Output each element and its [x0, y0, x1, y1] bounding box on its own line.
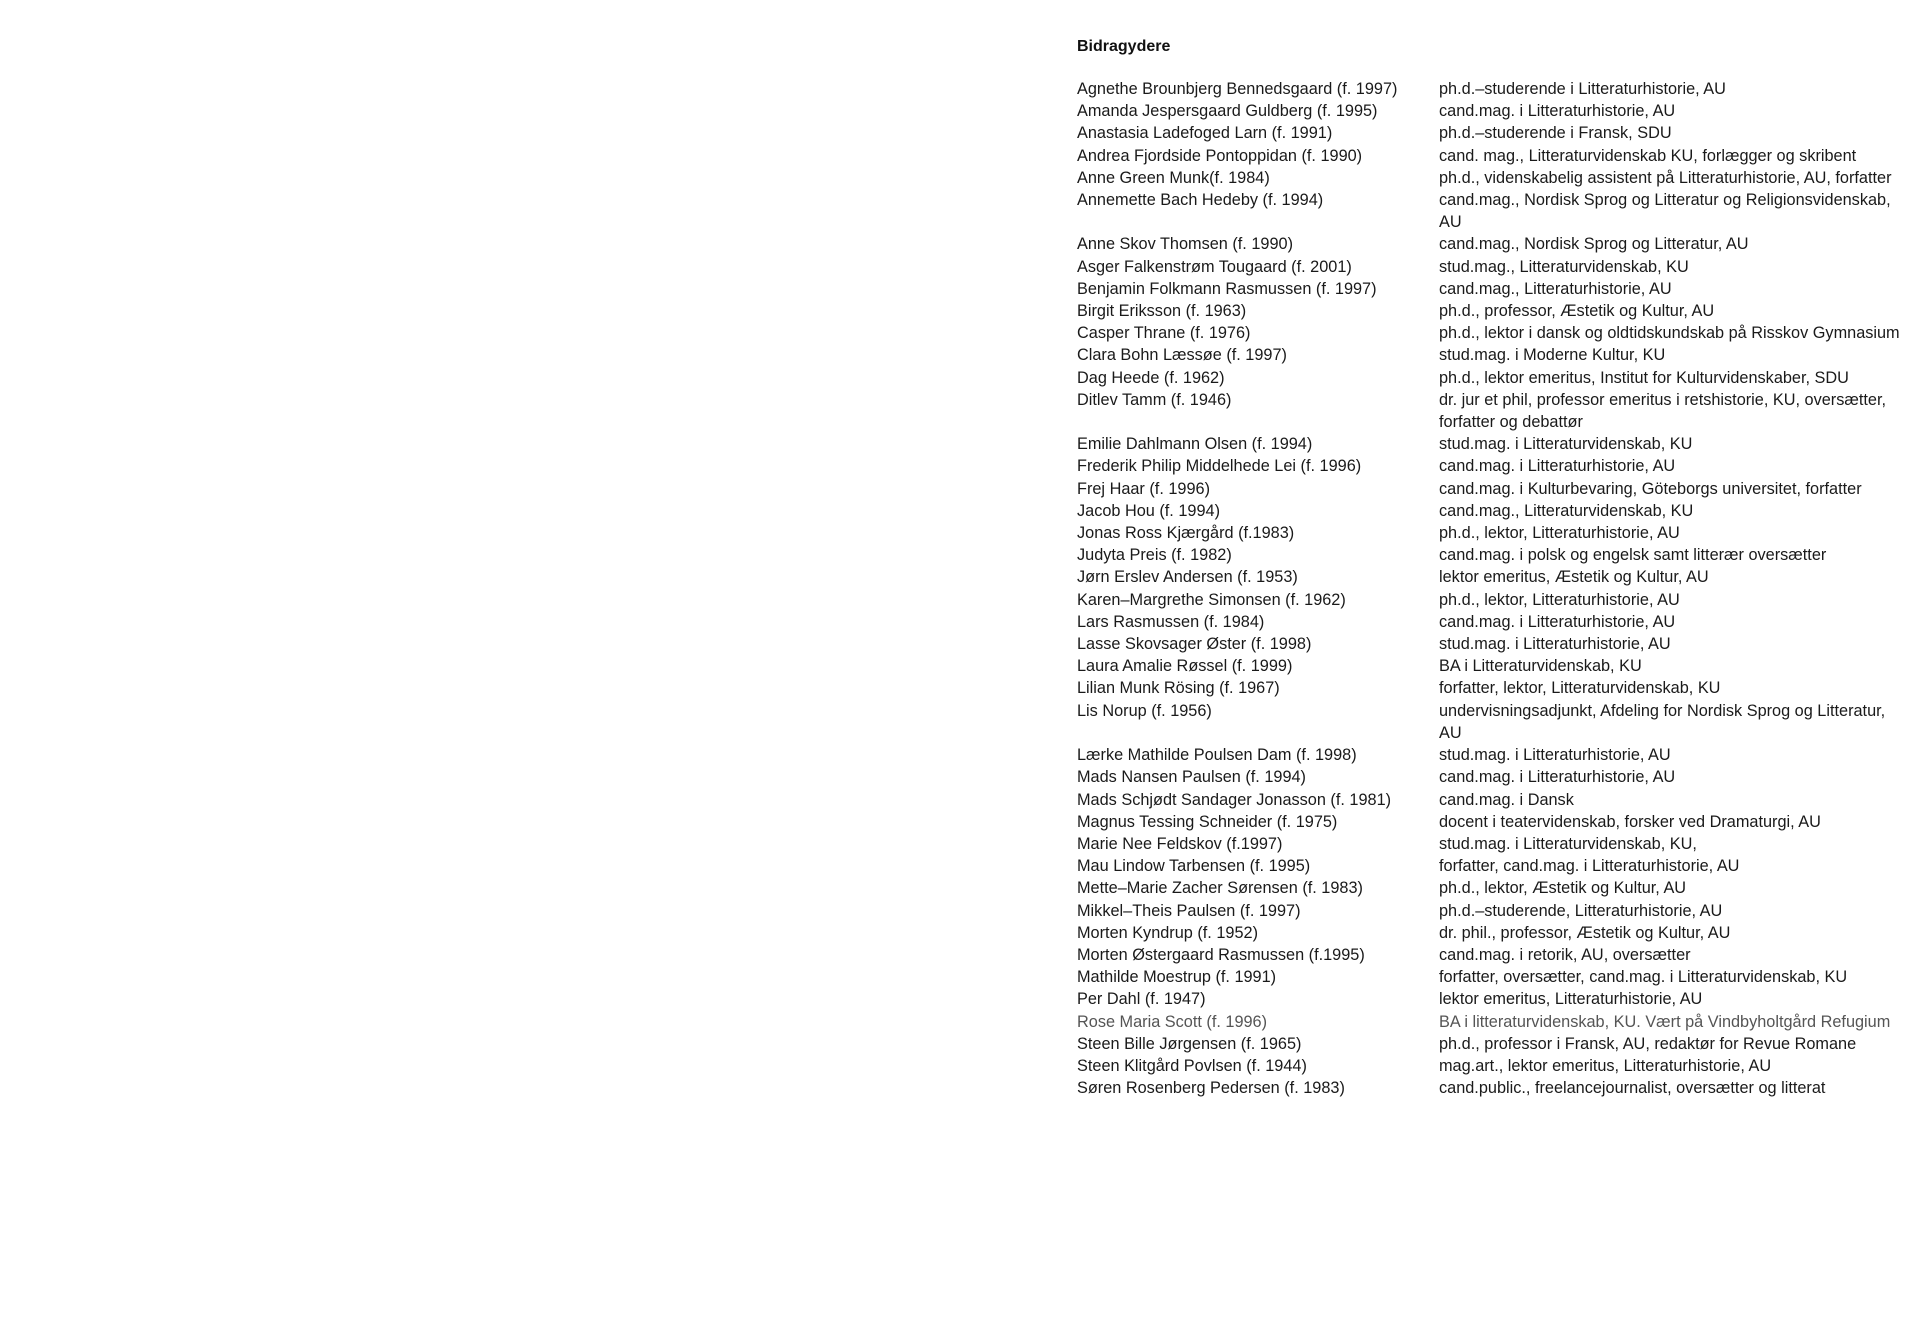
contributor-name: Andrea Fjordside Pontoppidan (f. 1990) — [1077, 146, 1363, 165]
contributor-row — [1077, 811, 1907, 833]
contributor-description: cand.mag., Litteraturvidenskab, KU — [1439, 501, 1694, 520]
contributor-row — [1077, 500, 1907, 522]
contributor-name: Magnus Tessing Schneider (f. 1975) — [1077, 812, 1338, 831]
contributor-description: dr. jur et phil, professor emeritus i retshistorie, KU, oversætter, forfatter og debattør — [1439, 390, 1886, 432]
contributor-name: Mette–Marie Zacher Sørensen (f. 1983) — [1077, 879, 1363, 898]
contributor-description: BA i litteraturvidenskab, KU. Vært på Vindbyholtgård Refugium — [1439, 1012, 1891, 1031]
contributor-description: ph.d., lektor, Litteraturhistorie, AU — [1439, 524, 1680, 543]
contributor-name: Jonas Ross Kjærgård (f.1983) — [1077, 524, 1295, 543]
contributor-description: forfatter, cand.mag. i Litteraturhistorie, AU — [1439, 857, 1740, 876]
contributor-description: ph.d., professor, Æstetik og Kultur, AU — [1439, 302, 1715, 321]
contributor-row — [1077, 611, 1907, 633]
contributor-row — [1077, 900, 1907, 922]
contributor-name: Lærke Mathilde Poulsen Dam (f. 1998) — [1077, 746, 1357, 765]
contributor-description: cand.mag., Nordisk Sprog og Litteratur, AU — [1439, 235, 1749, 254]
contributor-description: ph.d.–studerende, Litteraturhistorie, AU — [1439, 901, 1723, 920]
contributor-name: Mathilde Moestrup (f. 1991) — [1077, 968, 1277, 987]
contributor-row — [1077, 278, 1907, 300]
contributor-description: ph.d., videnskabelig assistent på Litteraturhistorie, AU, forfatter — [1439, 168, 1892, 187]
contributor-name: Mikkel–Theis Paulsen (f. 1997) — [1077, 901, 1301, 920]
contributor-row — [1077, 966, 1907, 988]
contributor-name: Dag Heede (f. 1962) — [1077, 368, 1225, 387]
contributor-row — [1077, 589, 1907, 611]
contributor-row — [1077, 322, 1907, 344]
contributor-name: Frej Haar (f. 1996) — [1077, 479, 1211, 498]
contributor-row — [1077, 367, 1907, 389]
contributor-description: cand.mag. i Litteraturhistorie, AU — [1439, 768, 1676, 787]
contributor-row — [1077, 944, 1907, 966]
contributor-name: Rose Maria Scott (f. 1996) — [1077, 1012, 1268, 1031]
contributor-row — [1077, 300, 1907, 322]
contributor-row — [1077, 744, 1907, 766]
contributor-description: docent i teatervidenskab, forsker ved Dramaturgi, AU — [1439, 812, 1821, 831]
contributor-description: cand.mag., Nordisk Sprog og Litteratur og Religionsvidenskab, AU — [1439, 191, 1891, 232]
contributor-description: undervisningsadjunkt, Afdeling for Nordisk Sprog og Litteratur, AU — [1439, 701, 1886, 742]
contributor-name: Marie Nee Feldskov (f.1997) — [1077, 834, 1283, 853]
contributor-description: ph.d., professor i Fransk, AU, redaktør for Revue Romane — [1439, 1034, 1857, 1053]
contributor-description: cand.mag. i retorik, AU, oversætter — [1439, 945, 1691, 964]
contributor-name: Casper Thrane (f. 1976) — [1077, 324, 1251, 343]
contributor-description: cand.mag. i Litteraturhistorie, AU — [1439, 102, 1676, 121]
contributor-name: Laura Amalie Røssel (f. 1999) — [1077, 657, 1293, 676]
contributor-name: Amanda Jespersgaard Guldberg (f. 1995) — [1077, 102, 1378, 121]
contributor-row — [1077, 455, 1907, 477]
contributor-name: Benjamin Folkmann Rasmussen (f. 1997) — [1077, 279, 1377, 298]
contributor-name: Asger Falkenstrøm Tougaard (f. 2001) — [1077, 257, 1352, 276]
contributor-description: cand.mag. i Litteraturhistorie, AU — [1439, 612, 1676, 631]
contributor-description: lektor emeritus, Litteraturhistorie, AU — [1439, 990, 1703, 1009]
contributor-name: Frederik Philip Middelhede Lei (f. 1996) — [1077, 457, 1362, 476]
contributor-row — [1077, 167, 1907, 189]
contributor-name: Lilian Munk Rösing (f. 1967) — [1077, 679, 1280, 698]
contributor-name: Per Dahl (f. 1947) — [1077, 990, 1206, 1009]
contributor-description: stud.mag., Litteraturvidenskab, KU — [1439, 257, 1689, 276]
contributor-description: ph.d., lektor, Litteraturhistorie, AU — [1439, 590, 1680, 609]
contributor-description: stud.mag. i Litteraturhistorie, AU — [1439, 746, 1671, 765]
contributor-description: lektor emeritus, Æstetik og Kultur, AU — [1439, 568, 1709, 587]
contributor-name: Jørn Erslev Andersen (f. 1953) — [1077, 568, 1298, 587]
contributor-description: ph.d., lektor i dansk og oldtidskundskab på Risskov Gymnasium — [1439, 324, 1900, 343]
contributor-name: Anastasia Ladefoged Larn (f. 1991) — [1077, 124, 1333, 143]
contributor-name: Steen Klitgård Povlsen (f. 1944) — [1077, 1056, 1307, 1075]
contributor-row — [1077, 1033, 1907, 1055]
page-title: Bidragydere — [1077, 38, 1171, 55]
contributor-name: Mads Schjødt Sandager Jonasson (f. 1981) — [1077, 790, 1392, 809]
contributor-description: forfatter, lektor, Litteraturvidenskab, KU — [1439, 679, 1721, 698]
contributor-name: Jacob Hou (f. 1994) — [1077, 501, 1220, 520]
contributor-row — [1077, 766, 1907, 788]
contributor-row — [1077, 78, 1907, 100]
contributor-row — [1077, 833, 1907, 855]
contributor-row — [1077, 633, 1907, 655]
contributor-row — [1077, 677, 1907, 699]
contributor-row — [1077, 344, 1907, 366]
contributor-description: dr. phil., professor, Æstetik og Kultur, AU — [1439, 923, 1731, 942]
contributor-row — [1077, 189, 1907, 233]
contributor-name: Mau Lindow Tarbensen (f. 1995) — [1077, 857, 1311, 876]
contributor-name: Mads Nansen Paulsen (f. 1994) — [1077, 768, 1306, 787]
contributor-name: Morten Kyndrup (f. 1952) — [1077, 923, 1258, 942]
contributor-row — [1077, 922, 1907, 944]
contributor-row — [1077, 478, 1907, 500]
contributor-row — [1077, 855, 1907, 877]
contributor-description: cand.public., freelancejournalist, oversætter og litterat — [1439, 1079, 1826, 1098]
contributor-name: Morten Østergaard Rasmussen (f.1995) — [1077, 945, 1365, 964]
contributor-description: ph.d.–studerende i Fransk, SDU — [1439, 124, 1672, 143]
contributor-name: Annemette Bach Hedeby (f. 1994) — [1077, 191, 1324, 210]
contributor-row — [1077, 544, 1907, 566]
contributor-description: BA i Litteraturvidenskab, KU — [1439, 657, 1642, 676]
contributor-row — [1077, 789, 1907, 811]
contributor-description: cand.mag. i Kulturbevaring, Göteborgs universitet, forfatter — [1439, 479, 1862, 498]
contributor-name: Agnethe Brounbjerg Bennedsgaard (f. 1997) — [1077, 80, 1398, 98]
contributor-name: Lasse Skovsager Øster (f. 1998) — [1077, 635, 1312, 654]
contributor-row — [1077, 1055, 1907, 1077]
contributor-description: cand. mag., Litteraturvidenskab KU, forlægger og skribent — [1439, 146, 1857, 165]
contributor-row — [1077, 100, 1907, 122]
contributor-name: Birgit Eriksson (f. 1963) — [1077, 302, 1247, 321]
contributor-name: Anne Green Munk(f. 1984) — [1077, 168, 1270, 187]
contributor-description: cand.mag. i Dansk — [1439, 790, 1574, 809]
contributor-description: forfatter, oversætter, cand.mag. i Litteraturvidenskab, KU — [1439, 968, 1848, 987]
contributor-description: ph.d., lektor emeritus, Institut for Kulturvidenskaber, SDU — [1439, 368, 1849, 387]
contributor-row — [1077, 700, 1907, 744]
contributor-row — [1077, 1077, 1907, 1099]
contributor-row — [1077, 655, 1907, 677]
contributor-description: cand.mag. i polsk og engelsk samt litterær oversætter — [1439, 546, 1827, 565]
contributor-name: Clara Bohn Læssøe (f. 1997) — [1077, 346, 1287, 365]
contributor-name: Lars Rasmussen (f. 1984) — [1077, 612, 1265, 631]
contributor-name: Lis Norup (f. 1956) — [1077, 701, 1212, 720]
contributor-row — [1077, 122, 1907, 144]
contributor-description: stud.mag. i Litteraturvidenskab, KU — [1439, 435, 1693, 454]
contributor-description: stud.mag. i Litteraturvidenskab, KU, — [1439, 834, 1697, 853]
contributor-row — [1077, 988, 1907, 1010]
contributor-row — [1077, 433, 1907, 455]
contributor-name: Anne Skov Thomsen (f. 1990) — [1077, 235, 1293, 254]
contributor-name: Søren Rosenberg Pedersen (f. 1983) — [1077, 1079, 1345, 1098]
contributor-row — [1077, 522, 1907, 544]
contributor-row — [1077, 877, 1907, 899]
contributor-row — [1077, 233, 1907, 255]
contributor-name: Steen Bille Jørgensen (f. 1965) — [1077, 1034, 1302, 1053]
contributor-description: cand.mag., Litteraturhistorie, AU — [1439, 279, 1672, 298]
contributor-list — [1077, 78, 1907, 1099]
contributor-description: ph.d.–studerende i Litteraturhistorie, AU — [1439, 80, 1726, 98]
contributor-row — [1077, 1011, 1907, 1033]
contributors-page — [1077, 36, 1907, 1099]
contributor-description: cand.mag. i Litteraturhistorie, AU — [1439, 457, 1676, 476]
contributor-row — [1077, 389, 1907, 433]
contributor-row — [1077, 256, 1907, 278]
contributor-name: Judyta Preis (f. 1982) — [1077, 546, 1232, 565]
contributor-description: stud.mag. i Moderne Kultur, KU — [1439, 346, 1666, 365]
contributor-description: ph.d., lektor, Æstetik og Kultur, AU — [1439, 879, 1687, 898]
contributor-row — [1077, 566, 1907, 588]
contributor-description: mag.art., lektor emeritus, Litteraturhistorie, AU — [1439, 1056, 1772, 1075]
contributor-name: Karen–Margrethe Simonsen (f. 1962) — [1077, 590, 1346, 609]
contributor-row — [1077, 145, 1907, 167]
contributor-name: Ditlev Tamm (f. 1946) — [1077, 390, 1232, 409]
contributor-name: Emilie Dahlmann Olsen (f. 1994) — [1077, 435, 1313, 454]
contributor-description: stud.mag. i Litteraturhistorie, AU — [1439, 635, 1671, 654]
